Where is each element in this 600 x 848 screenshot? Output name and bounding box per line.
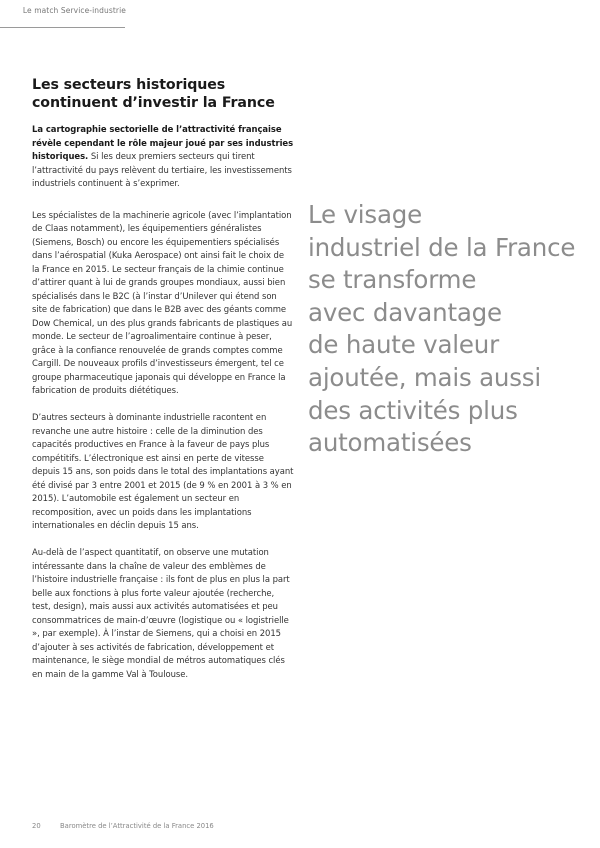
pull-quote-line: des activités plus: [308, 395, 518, 425]
pull-quote-line: industriel de la France: [308, 232, 576, 262]
section-title: [32, 76, 294, 112]
pull-quote-line: Le visage: [308, 200, 422, 229]
body-paragraph-3: Au-delà de l’aspect quantitatif, on observe une mutation intéressante dans la chaîne de valeur des emblèmes de l’histoire industrielle française : ils font de plus en plus la part belle aux fonctions à plus forte valeur ajoutée (recherche, test, design), mais aussi aux activités automatisées et peu consommatrices de main-d’œuvre (logistique ou « logistrielle », par exemple). À l’instar de Siemens, qui a choisi en 2015 d’ajouter à ses activités de fabrication, développement et maintenance, le siège mondial de métros automatiques clés en main de la gamme Val à Toulouse.: [32, 547, 290, 679]
intro-paragraph: [32, 123, 294, 191]
header-rule: [0, 27, 125, 28]
publication-title: Baromètre de l’Attractivité de la France 2016: [60, 822, 214, 830]
page-footer: [32, 822, 214, 830]
body-paragraph-1: Les spécialistes de la machinerie agricole (avec l’implantation de Claas notamment), les équipementiers généralistes (Siemens, Bosch) ou encore les équipementiers spécialisés dans l’aérospatial (Kuka Aerospace) ont ainsi fait le choix de la France en 2015. Le secteur français de la chimie continue d’attirer quant à lui de grands groupes mondiaux, aussi bien spécialisés dans le B2C (à l’instar d’Unilever qui étend son site de fabrication) que dans le B2B avec des géants comme Dow Chemical, un des plus grands fabricants de plastiques au monde. Le secteur de l’agroalimentaire continue à peser, grâce à la confiance renouvelée de grands comptes comme Cargill. De nouveaux profils d’investisseurs émergent, tel ce groupe pharmaceutique japonais qui développe en France la fabrication de produits diététiques.: [32, 209, 293, 395]
body-paragraph-2: D’autres secteurs à dominante industrielle racontent en revanche une autre histoire : celle de la diminution des capacités productives en France à la faveur de pays plus compétitifs. L’électronique est ainsi en perte de vitesse depuis 15 ans, son poids dans le total des implantations ayant été divisé par 3 entre 2001 et 2015 (de 9 % en 2001 à 3 % en 2015). L’automobile est également un secteur en recomposition, avec un poids dans les implantations internationales en déclin depuis 15 ans.: [32, 412, 294, 530]
pull-quote-line: automatisées: [308, 428, 472, 458]
section-title-line-2: continuent d’investir la France: [32, 95, 275, 111]
pull-quote-line: ajoutée, mais aussi: [308, 362, 541, 392]
intro-lead: La cartographie sectorielle de l’attractivité française révèle cependant le rôle majeur joué par ses industries historiques.: [32, 124, 294, 161]
pull-quote-line: avec davantage: [308, 297, 502, 327]
pull-quote-line: se transforme: [308, 265, 477, 295]
intro-rest: Si les deux premiers secteurs qui tirent l’attractivité du pays relèvent du tertiaire, les investissements industriels continuent à s’exprimer.: [32, 151, 292, 188]
pull-quote: [308, 199, 588, 460]
article-body: [32, 76, 294, 695]
running-header: Le match Service-industrie: [22, 6, 126, 15]
page-number: 20: [32, 822, 41, 830]
section-title-line-1: Les secteurs historiques: [32, 77, 226, 93]
pull-quote-line: de haute valeur: [308, 330, 499, 360]
